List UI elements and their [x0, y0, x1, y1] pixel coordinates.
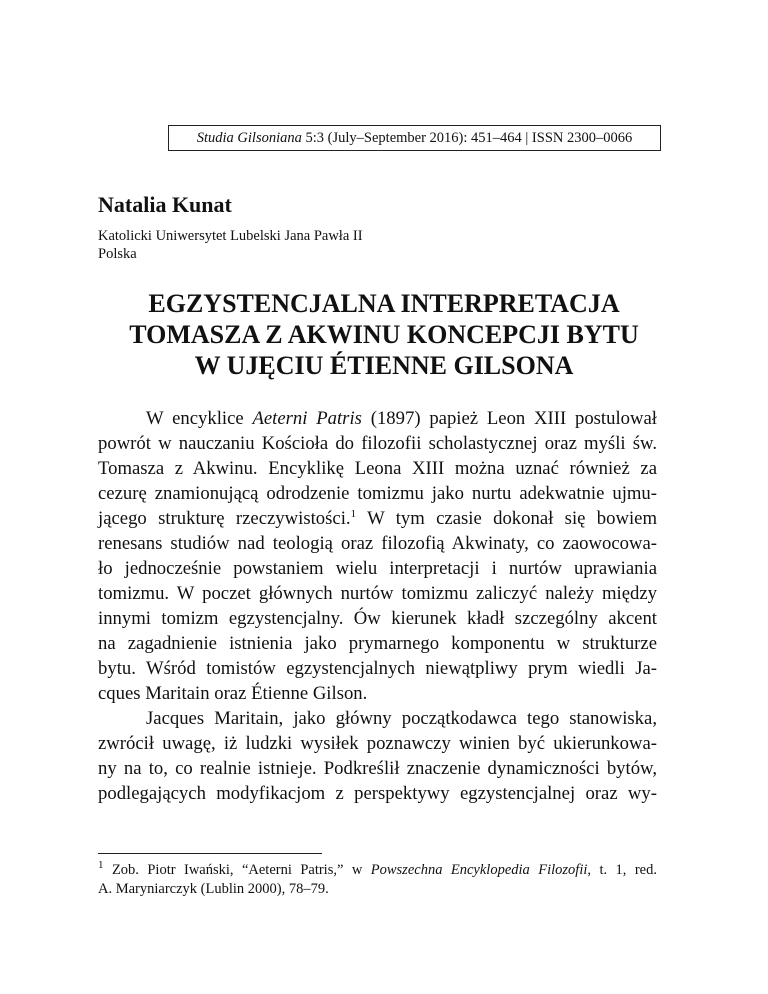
author-affiliation-block: [98, 227, 363, 263]
journal-citation: 5:3 (July–September 2016): 451–464 | ISSN 2300–0066: [301, 130, 633, 146]
body-line: cques Maritain oraz Étienne Gilson.: [98, 683, 368, 704]
body-line: na zagadnienie istnienia jako prymarnego komponentu w strukturze: [98, 633, 657, 654]
body-line: innymi tomizm egzystencjalny. Ów kierunek kładł szczególny akcent: [98, 608, 657, 629]
author-affiliation: Katolicki Uniwersytet Lubelski Jana Pawła II: [98, 228, 363, 244]
body-line: [98, 406, 657, 431]
footnote-text: , t. 1, red.: [587, 862, 657, 878]
footnote-text: Zob. Piotr Iwański, “Aeterni Patris,” w: [103, 862, 371, 878]
footnote: [98, 861, 657, 899]
article-body: [98, 406, 657, 806]
footnote-marker[interactable]: 1: [350, 507, 357, 520]
body-line: Tomasza z Akwinu. Encyklikę Leona XIII można uznać również za: [98, 458, 657, 479]
journal-citation-box: [168, 125, 661, 151]
body-line: podlegających modyfikacjom z perspektywy egzystencjalnej oraz wy-: [98, 783, 657, 804]
body-text-segment: (1897) papież Leon XIII postulował: [361, 408, 657, 429]
body-text-segment: W encyklice: [146, 408, 253, 429]
footnote-line: [98, 861, 657, 880]
body-line: tomizmu. W poczet głównych nurtów tomizmu zaliczyć należy między: [98, 583, 657, 604]
author-name: Natalia Kunat: [98, 192, 232, 217]
body-text-segment: W tym czasie dokonał się bowiem: [356, 508, 657, 529]
title-line: TOMASZA Z AKWINU KONCEPCJI BYTU: [129, 320, 639, 349]
body-text-segment: jącego strukturę rzeczywistości.: [98, 508, 351, 529]
body-line: ło jednocześnie powstaniem wielu interpretacji i nurtów uprawiania: [98, 558, 657, 579]
body-line: ny na to, co realnie istnieje. Podkreślił znaczenie dynamiczności bytów,: [98, 758, 657, 779]
body-line: powrót w nauczaniu Kościoła do filozofii scholastycznej oraz myśli św.: [98, 433, 657, 454]
footnote-line: A. Maryniarczyk (Lublin 2000), 78–79.: [98, 881, 329, 897]
body-line: renesans studiów nad teologią oraz filozofią Akwinaty, co zaowocowa-: [98, 533, 657, 554]
journal-name: Studia Gilsoniana: [196, 130, 302, 146]
author-country: Polska: [98, 246, 137, 262]
title-line: W UJĘCIU ÉTIENNE GILSONA: [194, 351, 574, 380]
footnote-divider: [98, 853, 322, 854]
body-line: bytu. Wśród tomistów egzystencjalnych niewątpliwy prym wiedli Ja-: [98, 658, 657, 679]
article-title: [98, 288, 670, 381]
title-line: EGZYSTENCJALNA INTERPRETACJA: [148, 289, 620, 318]
body-line: Jacques Maritain, jako główny początkodawca tego stanowiska,: [146, 708, 657, 729]
encyclical-title: Aeterni Patris: [252, 408, 362, 429]
body-line: [98, 506, 657, 531]
footnote-source-title: Powszechna Encyklopedia Filozofii: [370, 862, 588, 878]
footnote-number: 1: [98, 859, 104, 872]
body-line: cezurę znamionującą odrodzenie tomizmu jako nurtu adekwatnie ujmu-: [98, 483, 657, 504]
body-line: zwrócił uwagę, iż ludzki wysiłek poznawczy winien być ukierunkowa-: [98, 733, 657, 754]
